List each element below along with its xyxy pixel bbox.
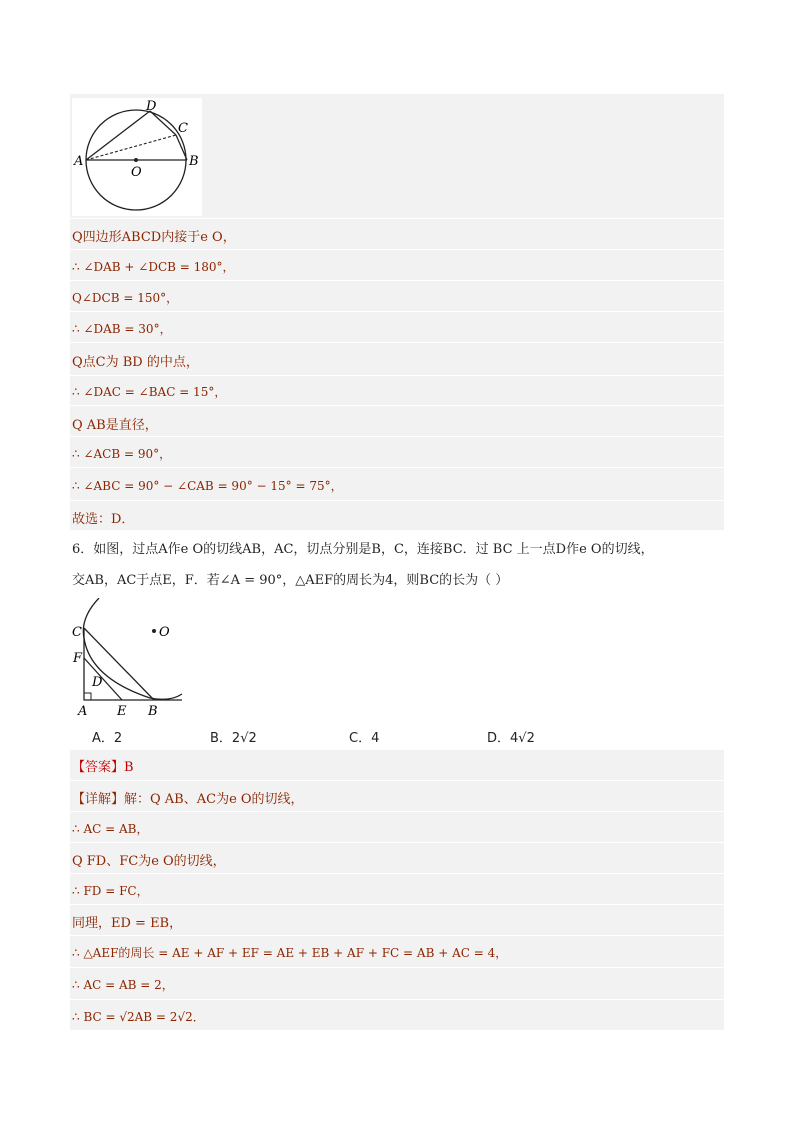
- solution-line: Q∠DCB = 150°，: [72, 291, 179, 305]
- answer-detail-line: ∴ BC = √2AB = 2√2．: [72, 1010, 205, 1024]
- label-E: E: [117, 704, 127, 719]
- solution-line: Q四边形ABCD内接于e O，: [72, 230, 236, 245]
- label-A: A: [78, 704, 88, 719]
- separator: [70, 904, 724, 905]
- label-B: B: [189, 154, 199, 169]
- option-a[interactable]: A．2: [92, 731, 123, 746]
- option-d[interactable]: D．4√2: [487, 731, 535, 746]
- label-B: B: [148, 704, 158, 719]
- option-b[interactable]: B．2√2: [210, 731, 257, 746]
- separator: [70, 311, 724, 312]
- option-c[interactable]: C．4: [349, 731, 380, 746]
- solution-line: Q AB是直径，: [72, 418, 158, 433]
- answer-detail-line: ∴ △AEF的周长 = AE + AF + EF = AE + EB + AF + FC = AB + AC = 4，: [72, 946, 508, 960]
- label-C: C: [72, 625, 82, 640]
- separator: [70, 935, 724, 936]
- answer-detail-line: ∴ AC = AB，: [72, 822, 149, 836]
- label-D: D: [92, 675, 103, 690]
- separator: [70, 218, 724, 219]
- solution-line: Q点C为 BD 的中点，: [72, 355, 199, 370]
- separator: [70, 873, 724, 874]
- answer-detail-line: Q FD、FC为e O的切线，: [72, 854, 226, 869]
- answer-line: 【答案】B: [72, 760, 134, 775]
- label-C: C: [178, 121, 188, 136]
- separator: [70, 811, 724, 812]
- answer-detail-line: 同理，ED = EB，: [72, 916, 183, 931]
- separator: [70, 467, 724, 468]
- separator: [70, 436, 724, 437]
- label-D: D: [146, 99, 157, 114]
- label-A: A: [74, 154, 84, 169]
- label-O: O: [131, 165, 142, 180]
- solution-line: ∴ ∠DAB + ∠DCB = 180°，: [72, 260, 235, 274]
- tangent-figure-2: [70, 598, 195, 720]
- question-line-2: 交AB，AC于点E，F．若∠A = 90°，△AEF的周长为4，则BC的长为（ ）: [72, 573, 509, 588]
- separator: [70, 999, 724, 1000]
- separator: [70, 280, 724, 281]
- answer-detail-line: ∴ FD = FC，: [72, 884, 149, 898]
- separator: [70, 500, 724, 501]
- solution-line: ∴ ∠ACB = 90°，: [72, 447, 172, 461]
- circle-figure-1: [72, 98, 202, 216]
- separator: [70, 375, 724, 376]
- solution-line: ∴ ∠DAB = 30°，: [72, 322, 172, 336]
- separator: [70, 405, 724, 406]
- solution-line: ∴ ∠DAC = ∠BAC = 15°，: [72, 385, 227, 399]
- question-line-1: 6．如图，过点A作e O的切线AB，AC，切点分别是B，C，连接BC．过 BC 上一点D作e O的切线，: [72, 542, 654, 557]
- separator: [70, 780, 724, 781]
- label-F: F: [73, 651, 83, 666]
- solution-line: 故选：D．: [72, 512, 135, 527]
- separator: [70, 249, 724, 250]
- separator: [70, 342, 724, 343]
- solution-line: ∴ ∠ABC = 90° − ∠CAB = 90° − 15° = 75°，: [72, 479, 343, 493]
- label-O: O: [159, 625, 170, 640]
- separator: [70, 842, 724, 843]
- answer-detail-line: ∴ AC = AB = 2，: [72, 978, 174, 992]
- answer-detail-line: 【详解】解：Q AB、AC为e O的切线，: [72, 792, 304, 807]
- separator: [70, 967, 724, 968]
